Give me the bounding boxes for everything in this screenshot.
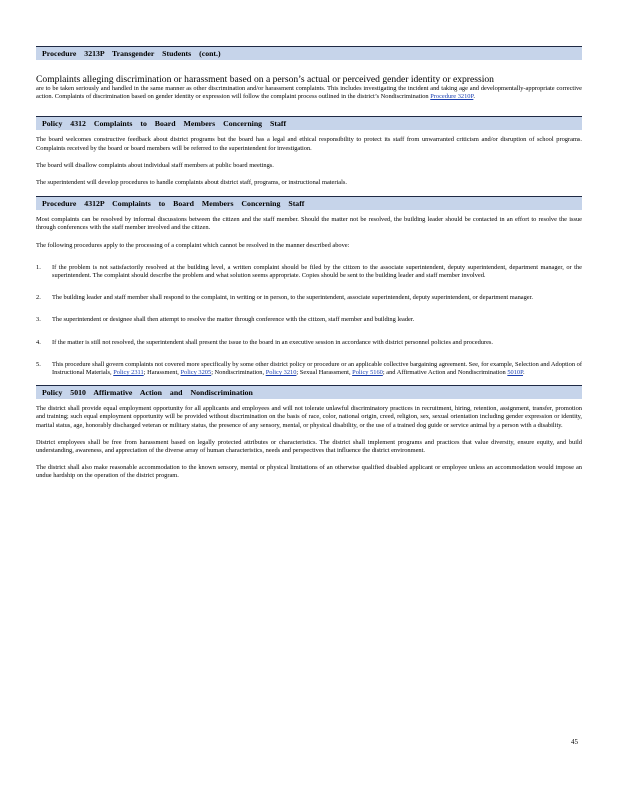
list-item <box>36 264 582 280</box>
list-item-text: The superintendent or designee shall then attempt to resolve the matter through conference with the citizen, staff member and building leader. <box>52 316 415 324</box>
list-item-text: This procedure shall govern complaints not covered more specifically by some other district policy or procedure or an applicable collective bargaining agreement. See, for example, Selection and Adoption of Instructional Materials, <box>52 360 582 377</box>
list-number: 3. <box>36 316 41 324</box>
policy-3205-link[interactable]: Policy 3205 <box>180 369 212 377</box>
list-item <box>36 294 582 302</box>
section-header-bar: Policy 4312 Complaints to Board Members Concerning Staff <box>36 116 582 130</box>
list-item-text: . <box>522 369 525 377</box>
section-5010 <box>36 385 582 480</box>
list-item-text: ; Nondiscrimination, <box>211 369 266 377</box>
procedure-3210p-link[interactable]: Procedure 3210P <box>430 93 474 101</box>
list-number: 5. <box>36 360 41 368</box>
list-item-text: ; and Affirmative Action and Nondiscrimination <box>382 369 508 377</box>
paragraph: District employees shall be free from harassment based on legally protected attributes or characteristics. The district shall implement programs and practices that value diversity, ensure equity, and build understanding, awareness, and appreciation of the diverse array of human characteristics, needs and perspectives that influence the district environment. <box>36 438 582 455</box>
page-number: 45 <box>571 738 578 746</box>
procedure-5010p-link[interactable]: 5010P <box>507 369 523 377</box>
section-4312 <box>36 116 582 187</box>
paragraph: The board will disallow complaints about individual staff members at public board meetings. <box>36 161 274 169</box>
paragraph: The following procedures apply to the processing of a complaint which cannot be resolved in the manner described above: <box>36 241 350 249</box>
paragraph: The district shall provide equal employment opportunity for all applicants and employees and will not tolerate unlawful discriminatory practices in recruitment, hiring, retention, assignment, transfer, promotion and training; such equal employment opportunity will be provided without discrimination on the basis of race, color, national origin, creed, religion, sex, sexual orientation including gender expression or identity, marital status, age, honorably discharged veteran or military status, the presence of any sensory, mental, or physical disability, or the use of a trained dog guide or service animal by a person with a disability. <box>36 405 582 429</box>
section-4312p <box>36 196 582 377</box>
policy-2311-link[interactable]: Policy 2311 <box>113 369 144 377</box>
paragraph: The superintendent will develop procedures to handle complaints about district staff, programs, or instructional materials. <box>36 179 347 187</box>
list-item-text: ; Harassment, <box>143 369 181 377</box>
document-page <box>36 46 582 490</box>
list-item-text: ; Sexual Harassment, <box>296 369 353 377</box>
section-header-bar: Procedure 3213P Transgender Students (cont.) <box>36 46 582 60</box>
list-item-text: If the problem is not satisfactorily resolved at the building level, a written complaint should be filed by the citizen to the associate superintendent, deputy superintendent, department manager, or the superintendent. The complaint should describe the problem and what solution seems appropriate. Copies should be sent to the building leader and staff member involved. <box>52 263 582 280</box>
list-number: 2. <box>36 294 41 302</box>
list-number: 1. <box>36 263 41 271</box>
list-number: 4. <box>36 338 41 346</box>
section-3213p <box>36 46 582 101</box>
procedure-list <box>36 264 582 377</box>
section-header-bar: Procedure 4312P Complaints to Board Members Concerning Staff <box>36 196 582 210</box>
paragraph-text: . <box>473 93 475 101</box>
section-header-bar: Policy 5010 Affirmative Action and Nondiscrimination <box>36 385 582 399</box>
paragraph: The board welcomes constructive feedback about district programs but the board has a legal and ethical responsibility to protect its staff from unwarranted criticism and/or disruption of school programs. Complaints received by the board or board members will be referred to the superintendent for investigation. <box>36 136 582 152</box>
paragraph: The district shall also make reasonable accommodation to the known sensory, mental or physical limitations of an otherwise qualified disabled applicant or employee unless an accommodation would impose an undue hardship on the operation of the district program. <box>36 464 582 480</box>
paragraph-text: are to be taken seriously and handled in the same manner as other discrimination and/or harassment complaints. This includes investigating the incident and taking age and developmentally-appropriate corrective action. Complaints of discrimination based on gender identity or expression will follow the complaint process outlined in the district’s Nondiscrimination <box>36 85 582 101</box>
section-heading: Complaints alleging discrimination or harassment based on a person’s actual or perceived gender identity or expression <box>36 74 494 85</box>
list-item-text: If the matter is still not resolved, the superintendent shall present the issue to the board in an executive session in accordance with district personnel policies and procedures. <box>52 338 494 346</box>
policy-5160-link[interactable]: Policy 5160 <box>352 369 383 377</box>
list-item <box>36 316 582 324</box>
paragraph <box>36 85 582 101</box>
list-item <box>36 339 582 347</box>
list-item-text: The building leader and staff member shall respond to the complaint, in writing or in person, to the superintendent, associate superintendent, deputy superintendent, or department manager. <box>52 294 534 302</box>
list-item <box>36 361 582 377</box>
paragraph: Most complaints can be resolved by informal discussions between the citizen and the staff member. Should the matter not be resolved, the building leader should be contacted in an effort to resolve the issue through conferences with the staff member involved and the citizen. <box>36 216 582 232</box>
policy-3210-link[interactable]: Policy 3210 <box>265 369 297 377</box>
